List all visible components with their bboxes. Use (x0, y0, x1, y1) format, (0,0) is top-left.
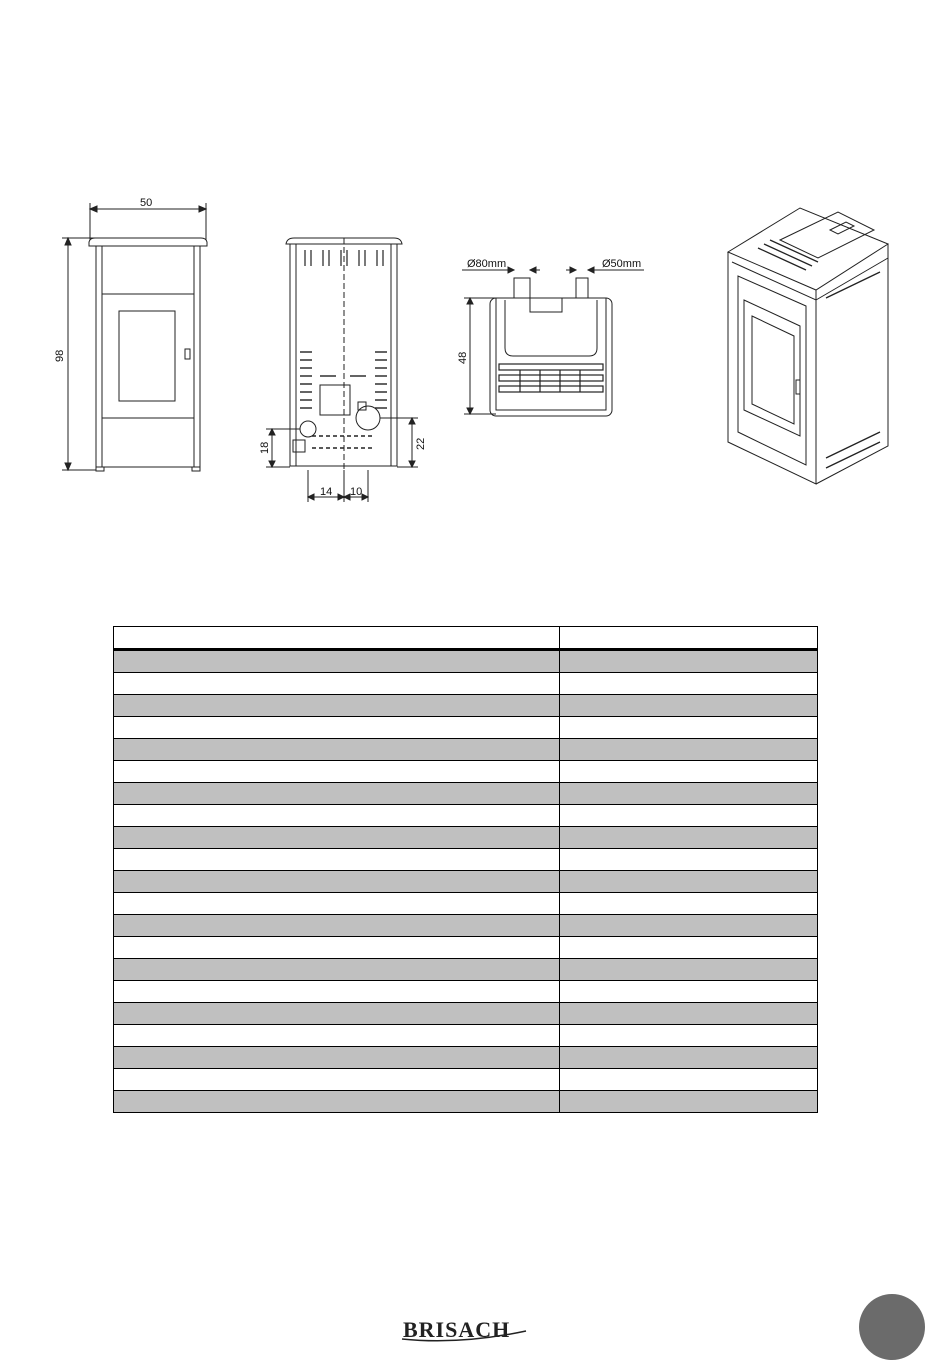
table-cell (560, 1003, 818, 1025)
table-row (114, 1091, 818, 1113)
table-cell (114, 1047, 560, 1069)
technical-drawings (0, 0, 950, 600)
table-cell (114, 761, 560, 783)
table-cell (560, 1069, 818, 1091)
table-cell (560, 915, 818, 937)
table-header-row (114, 627, 818, 650)
table-cell (560, 1047, 818, 1069)
table-row (114, 959, 818, 981)
table-cell (560, 717, 818, 739)
table-row (114, 1047, 818, 1069)
table-row (114, 650, 818, 673)
table-cell (560, 739, 818, 761)
table-cell (114, 981, 560, 1003)
table-cell (560, 871, 818, 893)
table-row (114, 937, 818, 959)
table-row (114, 1069, 818, 1091)
table-row (114, 673, 818, 695)
table-cell (114, 959, 560, 981)
table-row (114, 871, 818, 893)
table-cell (560, 783, 818, 805)
table-cell (560, 761, 818, 783)
table-cell (114, 717, 560, 739)
table-row (114, 893, 818, 915)
table-header-cell (114, 627, 560, 650)
table-cell (114, 695, 560, 717)
table-row (114, 827, 818, 849)
table-row (114, 695, 818, 717)
table-cell (560, 695, 818, 717)
perspective-view (728, 208, 888, 484)
table-cell (114, 871, 560, 893)
table-cell (114, 827, 560, 849)
offset-left-label: 14 (320, 486, 333, 498)
table-cell (114, 1025, 560, 1047)
table-cell (560, 805, 818, 827)
table-cell (114, 805, 560, 827)
brand-logo-text: BRISACH (403, 1317, 511, 1342)
front-view (62, 203, 207, 471)
table-cell (560, 893, 818, 915)
table-row (114, 1025, 818, 1047)
outlet-height-label: 18 (259, 441, 271, 454)
table-cell (114, 915, 560, 937)
height-dimension-label: 98 (54, 349, 66, 362)
inlet-height-label: 22 (415, 437, 427, 450)
table-row (114, 1003, 818, 1025)
table-cell (560, 827, 818, 849)
table-cell (560, 937, 818, 959)
logo-swoosh-icon (400, 1315, 530, 1345)
table-cell (114, 673, 560, 695)
table-row (114, 849, 818, 871)
table-cell (114, 849, 560, 871)
table-row (114, 805, 818, 827)
table-cell (560, 673, 818, 695)
table-cell (114, 937, 560, 959)
table-cell (560, 650, 818, 673)
table-cell (114, 893, 560, 915)
table-cell (560, 1091, 818, 1113)
air-diameter-label: Ø50mm (602, 258, 642, 270)
table-row (114, 717, 818, 739)
table-cell (114, 783, 560, 805)
table-row (114, 915, 818, 937)
table-cell (560, 981, 818, 1003)
table-cell (114, 650, 560, 673)
back-view (266, 238, 418, 502)
table-row (114, 783, 818, 805)
table-row (114, 739, 818, 761)
depth-dimension-label: 48 (457, 351, 469, 364)
spec-table (113, 626, 818, 1113)
flue-diameter-label: Ø80mm (467, 258, 507, 270)
table-cell (114, 739, 560, 761)
page-number-badge (859, 1294, 925, 1360)
top-view (462, 267, 644, 416)
width-dimension-label: 50 (140, 197, 153, 209)
table-cell (560, 1025, 818, 1047)
table-row (114, 761, 818, 783)
table-row (114, 981, 818, 1003)
table-header-cell (560, 627, 818, 650)
offset-right-label: 10 (350, 486, 363, 498)
table-cell (114, 1069, 560, 1091)
table-cell (114, 1091, 560, 1113)
table-cell (560, 959, 818, 981)
brand-logo (400, 1315, 530, 1345)
table-cell (114, 1003, 560, 1025)
table-cell (560, 849, 818, 871)
